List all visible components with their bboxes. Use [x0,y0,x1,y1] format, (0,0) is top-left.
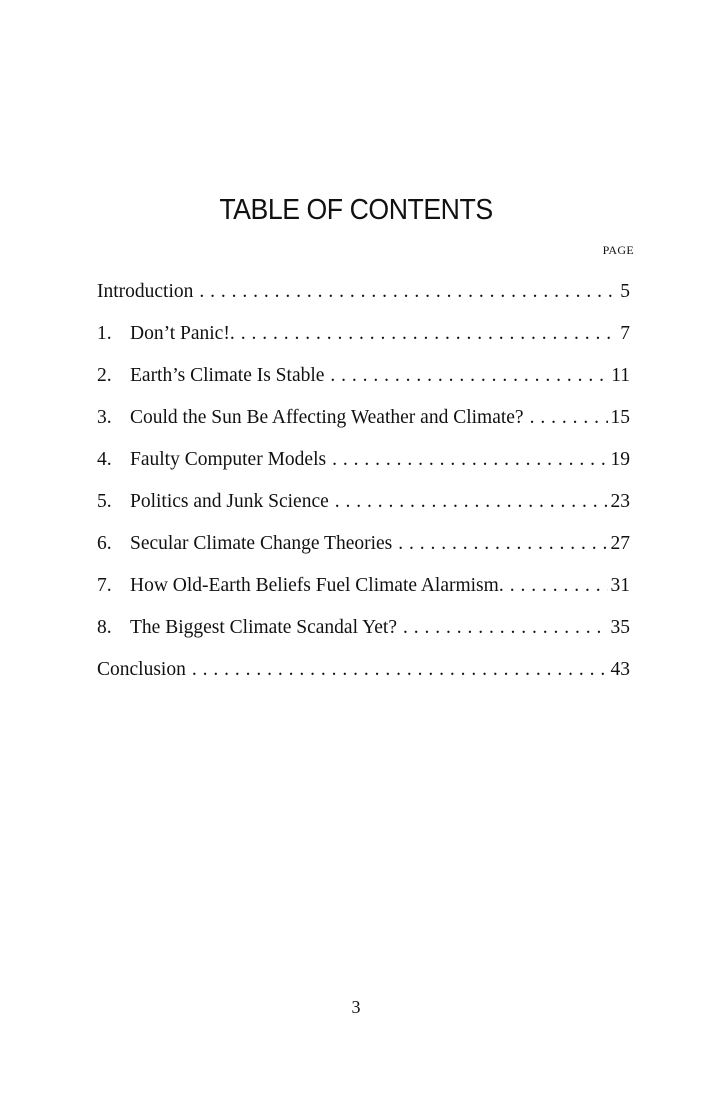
dot-leader [398,529,607,559]
toc-entry-page: 43 [610,659,630,680]
toc-entry-number: 5. [97,491,112,512]
toc-entry-page: 31 [610,575,630,596]
dot-leader [530,403,608,433]
dot-leader [199,277,617,307]
toc-entry-chapter-6[interactable] [97,529,630,571]
toc-entry-number: 1. [97,323,112,344]
toc-entry-page: 15 [610,407,630,428]
toc-entry-page: 7 [620,323,630,344]
toc-entry-title: Don’t Panic!. [130,323,235,344]
table-of-contents [97,277,630,697]
toc-entry-conclusion[interactable] [97,655,630,697]
toc-entry-page: 19 [610,449,630,470]
toc-entry-chapter-7[interactable] [97,571,630,613]
toc-entry-chapter-2[interactable] [97,361,630,403]
toc-entry-title: Conclusion [97,659,186,680]
page-number: 3 [351,997,361,1017]
toc-entry-title: Secular Climate Change Theories [130,533,393,554]
toc-entry-introduction[interactable] [97,277,630,319]
dot-leader [510,571,608,601]
toc-entry-chapter-3[interactable] [97,403,630,445]
toc-entry-number: 6. [97,533,112,554]
dot-leader [335,487,608,517]
dot-leader [332,445,607,475]
toc-entry-page: 11 [611,365,630,386]
toc-entry-number: 4. [97,449,112,470]
toc-entry-page: 35 [610,617,630,638]
toc-entry-title: Faulty Computer Models [130,449,327,470]
toc-entry-title: Could the Sun Be Affecting Weather and Climate? [130,407,524,428]
toc-entry-title: The Biggest Climate Scandal Yet? [130,617,398,638]
toc-entry-title: How Old-Earth Beliefs Fuel Climate Alarmism. [130,575,504,596]
dot-leader [403,613,607,643]
toc-entry-title: Earth’s Climate Is Stable [130,365,325,386]
toc-entry-page: 5 [620,281,630,302]
page-column-label: PAGE [602,243,634,257]
dot-leader [241,319,618,349]
toc-entry-title: Introduction [97,281,194,302]
toc-entry-number: 2. [97,365,112,386]
dot-leader [330,361,608,391]
dot-leader [192,655,608,685]
toc-entry-chapter-8[interactable] [97,613,630,655]
toc-entry-number: 3. [97,407,112,428]
page-title: TABLE OF CONTENTS [219,194,493,226]
toc-entry-number: 7. [97,575,112,596]
toc-entry-chapter-1[interactable] [97,319,630,361]
toc-entry-number: 8. [97,617,112,638]
toc-entry-chapter-5[interactable] [97,487,630,529]
toc-entry-page: 23 [610,491,630,512]
toc-entry-page: 27 [610,533,630,554]
toc-entry-chapter-4[interactable] [97,445,630,487]
toc-entry-title: Politics and Junk Science [130,491,329,512]
